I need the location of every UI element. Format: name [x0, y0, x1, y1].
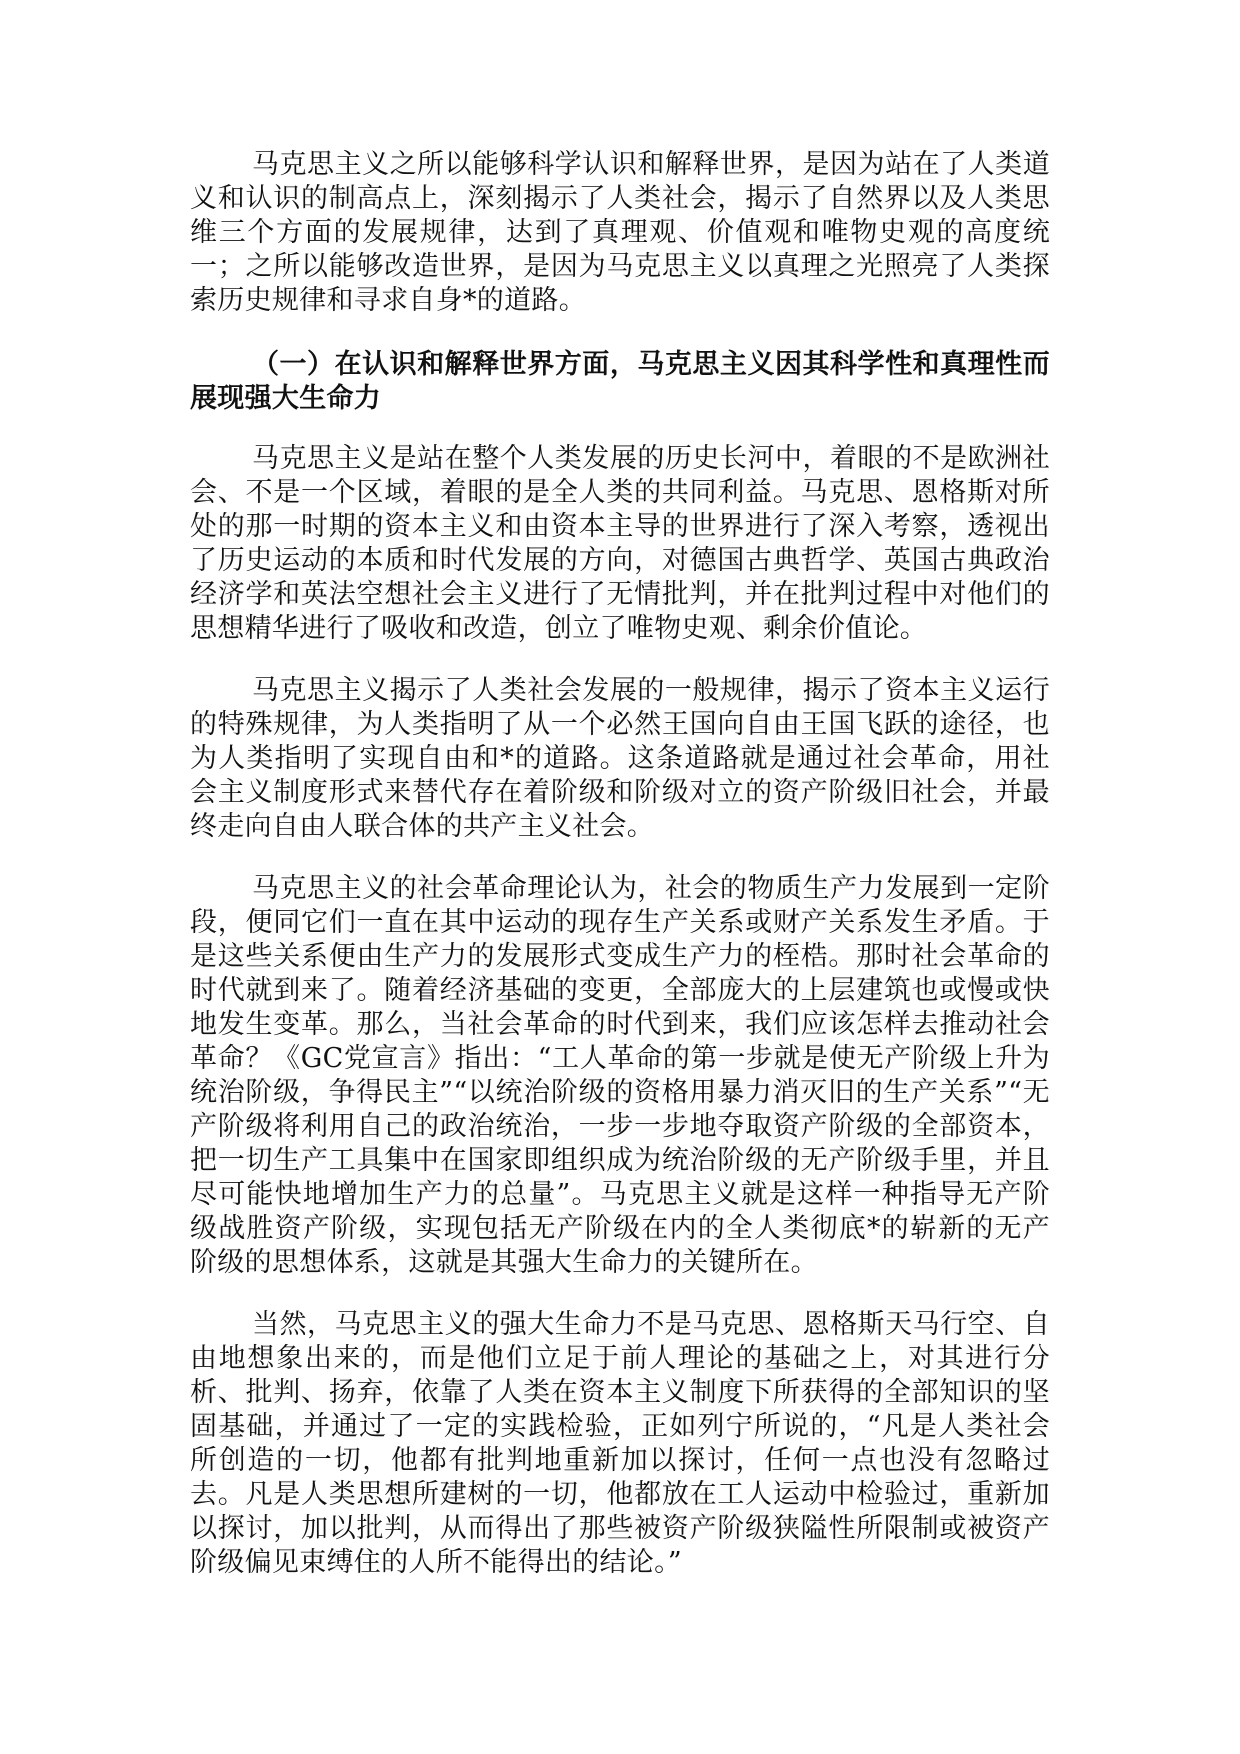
body-paragraph-1: 马克思主义是站在整个人类发展的历史长河中，着眼的不是欧洲社会、不是一个区域，着眼的是全人类的共同利益。马克思、恩格斯对所处的那一时期的资本主义和由资本主导的世界进行了深入考察，透视出了历史运动的本质和时代发展的方向，对德国古典哲学、英国古典政治经济学和英法空想社会主义进行了无情批判，并在批判过程中对他们的思想精华进行了吸收和改造，创立了唯物史观、剩余价值论。 — [190, 443, 1050, 644]
section-heading: （一）在认识和解释世界方面，马克思主义因其科学性和真理性而展现强大生命力 — [190, 349, 1050, 414]
body-paragraph-2: 马克思主义揭示了人类社会发展的一般规律，揭示了资本主义运行的特殊规律，为人类指明了从一个必然王国向自由王国飞跃的途径，也为人类指明了实现自由和*的道路。这条道路就是通过社会革命，用社会主义制度形式来替代存在着阶级和阶级对立的资产阶级旧社会，并最终走向自由人联合体的共产主义社会。 — [190, 675, 1050, 842]
document-page — [190, 148, 1050, 1608]
body-paragraph-3: 马克思主义的社会革命理论认为，社会的物质生产力发展到一定阶段，便同它们一直在其中运动的现存生产关系或财产关系发生矛盾。于是这些关系便由生产力的发展形式变成生产力的桎梏。那时社会革命的时代就到来了。随着经济基础的变更，全部庞大的上层建筑也或慢或快地发生变革。那么，当社会革命的时代到来，我们应该怎样去推动社会革命？《GC党宣言》指出：“工人革命的第一步就是使无产阶级上升为统治阶级，争得民主”“以统治阶级的资格用暴力消灭旧的生产关系”“无产阶级将利用自己的政治统治，一步一步地夺取资产阶级的全部资本，把一切生产工具集中在国家即组织成为统治阶级的无产阶级手里，并且尽可能快地增加生产力的总量”。马克思主义就是这样一种指导无产阶级战胜资产阶级，实现包括无产阶级在内的全人类彻底*的崭新的无产阶级的思想体系，这就是其强大生命力的关键所在。 — [190, 873, 1050, 1278]
intro-paragraph: 马克思主义之所以能够科学认识和解释世界，是因为站在了人类道义和认识的制高点上，深刻揭示了人类社会，揭示了自然界以及人类思维三个方面的发展规律，达到了真理观、价值观和唯物史观的高度统一；之所以能够改造世界，是因为马克思主义以真理之光照亮了人类探索历史规律和寻求自身*的道路。 — [190, 149, 1050, 316]
body-paragraph-4: 当然，马克思主义的强大生命力不是马克思、恩格斯天马行空、自由地想象出来的，而是他们立足于前人理论的基础之上，对其进行分析、批判、扬弃，依靠了人类在资本主义制度下所获得的全部知识的坚固基础，并通过了一定的实践检验，正如列宁所说的，“凡是人类社会所创造的一切，他都有批判地重新加以探讨，任何一点也没有忽略过去。凡是人类思想所建树的一切，他都放在工人运动中检验过，重新加以探讨，加以批判，从而得出了那些被资产阶级狭隘性所限制或被资产阶级偏见束缚住的人所不能得出的结论。” — [190, 1309, 1050, 1578]
